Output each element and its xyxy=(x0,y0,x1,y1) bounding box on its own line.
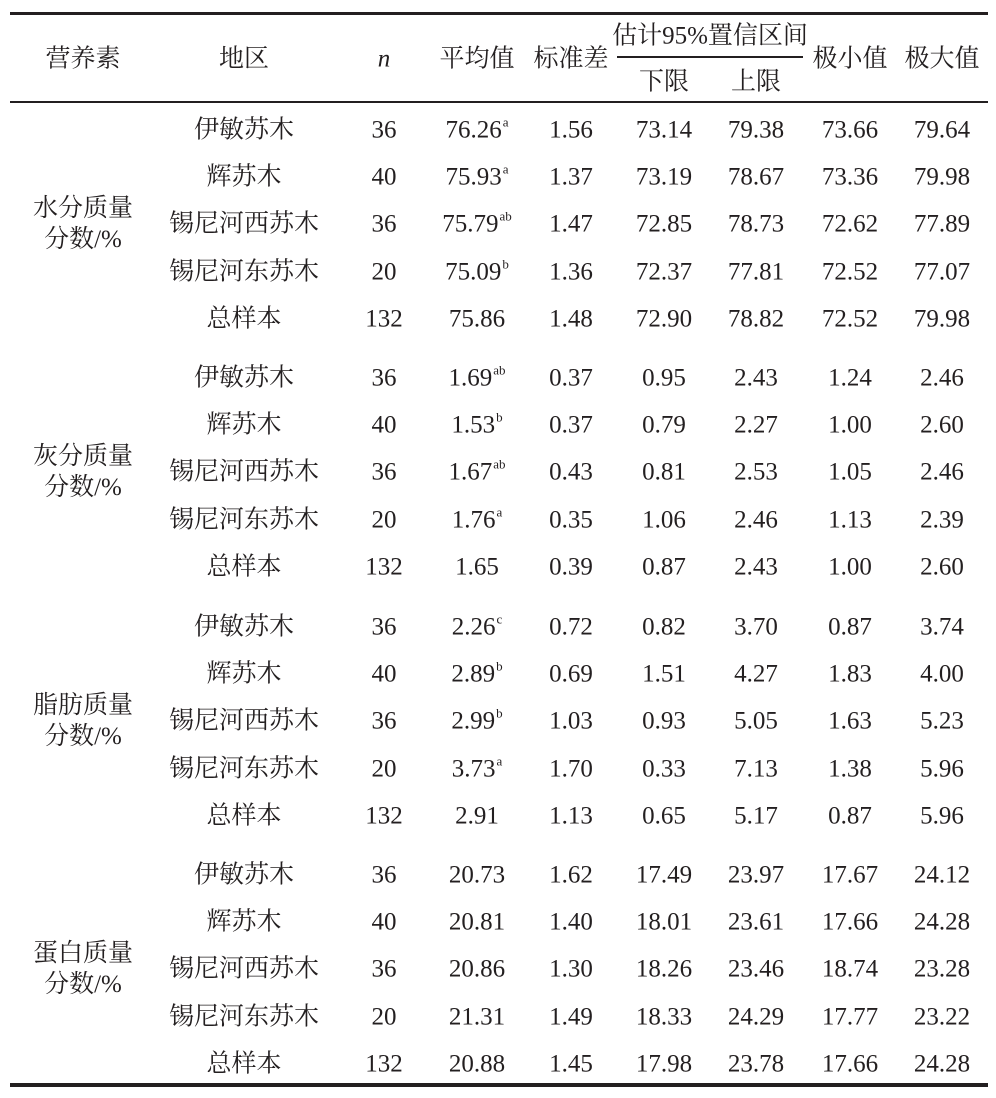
cell-upper: 7.13 xyxy=(734,755,778,783)
cell-lower: 0.81 xyxy=(642,458,686,486)
cell-lower: 0.93 xyxy=(642,707,686,735)
cell-min: 1.05 xyxy=(828,458,872,486)
cell-region: 辉苏木 xyxy=(206,411,282,439)
cell-min: 1.63 xyxy=(828,707,872,735)
cell-sd: 0.69 xyxy=(549,660,593,688)
cell-n: 36 xyxy=(371,707,397,735)
cell-sd: 1.47 xyxy=(549,210,593,238)
nutrient-label-line2: 分数/% xyxy=(44,971,122,999)
cell-mean xyxy=(449,863,505,888)
cell-lower: 0.95 xyxy=(642,364,686,392)
cell-lower: 0.65 xyxy=(642,802,686,830)
mean-value: 20.81 xyxy=(448,908,506,936)
cell-max: 77.89 xyxy=(913,210,971,238)
mean-value: 75.93 xyxy=(445,163,502,191)
cell-sd: 1.37 xyxy=(549,163,593,191)
cell-region: 总样本 xyxy=(206,802,282,830)
mean-value: 21.31 xyxy=(448,1003,506,1031)
cell-upper: 2.43 xyxy=(734,553,778,581)
cell-mean xyxy=(449,957,505,982)
cell-sd: 0.37 xyxy=(549,411,593,439)
cell-max: 79.98 xyxy=(913,163,971,191)
cell-mean xyxy=(442,208,512,238)
header-nutrient: 营养素 xyxy=(45,45,121,73)
cell-max: 5.96 xyxy=(920,802,964,830)
mean-value: 1.67 xyxy=(448,458,493,486)
cell-upper: 2.27 xyxy=(734,411,778,439)
mean-value: 1.69 xyxy=(448,364,493,392)
cell-max: 23.22 xyxy=(913,1003,971,1031)
ci-header-rule xyxy=(617,56,803,58)
significance-letter: ab xyxy=(493,362,506,378)
cell-region: 伊敏苏木 xyxy=(193,861,295,889)
cell-n: 36 xyxy=(371,955,397,983)
cell-min: 73.66 xyxy=(821,116,879,144)
cell-sd: 0.72 xyxy=(549,613,593,641)
cell-min: 1.00 xyxy=(828,411,872,439)
cell-min: 1.00 xyxy=(828,553,872,581)
cell-sd: 1.13 xyxy=(549,802,593,830)
cell-mean xyxy=(451,409,503,439)
significance-letter: b xyxy=(496,409,503,425)
nutrient-label-line2: 分数/% xyxy=(44,723,122,751)
mean-value: 75.09 xyxy=(445,258,502,286)
cell-lower: 0.82 xyxy=(642,613,686,641)
header-max: 极大值 xyxy=(904,45,980,73)
cell-min: 72.52 xyxy=(821,305,879,333)
mean-value: 2.26 xyxy=(451,613,496,641)
cell-min: 1.83 xyxy=(828,660,872,688)
cell-lower: 18.01 xyxy=(635,908,693,936)
cell-max: 5.96 xyxy=(920,755,964,783)
cell-max: 5.23 xyxy=(920,707,964,735)
cell-min: 0.87 xyxy=(828,613,872,641)
header-sd: 标准差 xyxy=(533,45,609,73)
cell-upper: 5.05 xyxy=(734,707,778,735)
cell-lower: 0.33 xyxy=(642,755,686,783)
cell-sd: 1.36 xyxy=(549,258,593,286)
cell-upper: 23.61 xyxy=(727,908,785,936)
header-rule xyxy=(10,101,988,103)
cell-n: 132 xyxy=(365,802,403,830)
cell-n: 20 xyxy=(371,1003,397,1031)
cell-n: 36 xyxy=(371,613,397,641)
cell-lower: 18.33 xyxy=(635,1003,693,1031)
cell-n: 40 xyxy=(371,163,397,191)
cell-n: 20 xyxy=(371,755,397,783)
cell-max: 4.00 xyxy=(920,660,964,688)
cell-min: 73.36 xyxy=(821,163,879,191)
mean-value: 75.86 xyxy=(448,305,506,333)
cell-region: 锡尼河西苏木 xyxy=(168,955,320,983)
cell-mean xyxy=(451,658,503,688)
cell-min: 0.87 xyxy=(828,802,872,830)
significance-letter: a xyxy=(496,504,503,520)
cell-region: 锡尼河东苏木 xyxy=(168,506,320,534)
nutrient-label xyxy=(33,193,133,255)
cell-upper: 79.38 xyxy=(727,116,785,144)
cell-upper: 23.46 xyxy=(727,955,785,983)
cell-upper: 5.17 xyxy=(734,802,778,830)
cell-lower: 17.98 xyxy=(635,1050,693,1078)
nutrient-label-line2: 分数/% xyxy=(44,226,122,254)
cell-upper: 23.78 xyxy=(727,1050,785,1078)
cell-mean xyxy=(448,362,506,392)
cell-n: 40 xyxy=(371,908,397,936)
mean-value: 75.79 xyxy=(442,210,499,238)
cell-mean xyxy=(451,611,503,641)
cell-region: 总样本 xyxy=(206,553,282,581)
nutrient-label-line1: 蛋白质量 xyxy=(32,940,134,968)
cell-min: 72.62 xyxy=(821,210,879,238)
cell-sd: 1.48 xyxy=(549,305,593,333)
cell-upper: 77.81 xyxy=(727,258,785,286)
cell-sd: 1.30 xyxy=(549,955,593,983)
mean-value: 2.91 xyxy=(455,802,499,830)
cell-sd: 0.43 xyxy=(549,458,593,486)
cell-upper: 78.73 xyxy=(727,210,785,238)
cell-min: 1.13 xyxy=(828,506,872,534)
cell-mean xyxy=(449,1004,505,1029)
top-rule xyxy=(10,12,988,15)
significance-letter: b xyxy=(496,705,503,721)
cell-n: 40 xyxy=(371,411,397,439)
mean-value: 76.26 xyxy=(445,116,502,144)
cell-mean xyxy=(445,161,509,191)
cell-upper: 23.97 xyxy=(727,861,785,889)
cell-max: 79.64 xyxy=(913,116,971,144)
cell-sd: 1.56 xyxy=(549,116,593,144)
nutrient-label-line1: 脂肪质量 xyxy=(32,692,134,720)
cell-min: 72.52 xyxy=(821,258,879,286)
significance-letter: ab xyxy=(499,208,512,224)
significance-letter: c xyxy=(496,611,503,627)
cell-n: 132 xyxy=(365,305,403,333)
cell-max: 24.12 xyxy=(913,861,971,889)
cell-n: 36 xyxy=(371,116,397,144)
cell-n: 20 xyxy=(371,506,397,534)
cell-region: 锡尼河东苏木 xyxy=(168,1003,320,1031)
cell-max: 2.46 xyxy=(920,458,964,486)
cell-min: 17.77 xyxy=(821,1003,879,1031)
header-n: n xyxy=(377,45,391,73)
cell-max: 2.46 xyxy=(920,364,964,392)
cell-n: 36 xyxy=(371,364,397,392)
bottom-rule xyxy=(10,1083,988,1087)
cell-region: 伊敏苏木 xyxy=(193,116,295,144)
cell-mean xyxy=(448,456,506,486)
cell-region: 锡尼河东苏木 xyxy=(168,258,320,286)
cell-min: 17.66 xyxy=(821,1050,879,1078)
cell-region: 锡尼河西苏木 xyxy=(168,458,320,486)
mean-value: 2.99 xyxy=(451,707,496,735)
cell-mean xyxy=(455,554,499,579)
cell-sd: 1.03 xyxy=(549,707,593,735)
cell-mean xyxy=(451,753,503,783)
cell-max: 77.07 xyxy=(913,258,971,286)
cell-region: 辉苏木 xyxy=(206,908,282,936)
mean-value: 1.65 xyxy=(455,553,499,581)
cell-upper: 3.70 xyxy=(734,613,778,641)
cell-sd: 0.35 xyxy=(549,506,593,534)
significance-letter: a xyxy=(496,753,503,769)
cell-sd: 1.49 xyxy=(549,1003,593,1031)
cell-upper: 2.46 xyxy=(734,506,778,534)
cell-lower: 72.37 xyxy=(635,258,693,286)
cell-region: 伊敏苏木 xyxy=(193,364,295,392)
cell-upper: 24.29 xyxy=(727,1003,785,1031)
cell-lower: 0.87 xyxy=(642,553,686,581)
header-ci-upper: 上限 xyxy=(730,68,782,96)
nutrient-label-line1: 灰分质量 xyxy=(32,443,134,471)
header-mean: 平均值 xyxy=(439,45,515,73)
mean-value: 20.73 xyxy=(448,861,506,889)
cell-sd: 0.39 xyxy=(549,553,593,581)
cell-mean xyxy=(455,803,499,828)
cell-mean xyxy=(449,1051,505,1076)
cell-n: 132 xyxy=(365,1050,403,1078)
nutrient-label xyxy=(33,938,133,1000)
cell-region: 锡尼河东苏木 xyxy=(168,755,320,783)
cell-mean xyxy=(449,306,505,331)
cell-mean xyxy=(451,705,503,735)
significance-letter: a xyxy=(502,114,509,130)
cell-sd: 0.37 xyxy=(549,364,593,392)
mean-value: 1.53 xyxy=(451,411,496,439)
significance-letter: b xyxy=(496,658,503,674)
nutrient-label xyxy=(33,690,133,752)
cell-lower: 0.79 xyxy=(642,411,686,439)
cell-lower: 73.14 xyxy=(635,116,693,144)
cell-max: 2.60 xyxy=(920,553,964,581)
cell-min: 1.38 xyxy=(828,755,872,783)
cell-region: 总样本 xyxy=(206,305,282,333)
header-ci-lower: 下限 xyxy=(638,68,690,96)
cell-region: 辉苏木 xyxy=(206,660,282,688)
cell-lower: 73.19 xyxy=(635,163,693,191)
header-region: 地区 xyxy=(218,45,270,73)
cell-mean xyxy=(445,256,509,286)
cell-sd: 1.70 xyxy=(549,755,593,783)
cell-max: 2.60 xyxy=(920,411,964,439)
cell-region: 锡尼河西苏木 xyxy=(168,707,320,735)
cell-lower: 72.90 xyxy=(635,305,693,333)
cell-sd: 1.45 xyxy=(549,1050,593,1078)
cell-upper: 2.53 xyxy=(734,458,778,486)
cell-region: 锡尼河西苏木 xyxy=(168,210,320,238)
cell-max: 2.39 xyxy=(920,506,964,534)
cell-max: 79.98 xyxy=(913,305,971,333)
cell-mean xyxy=(449,910,505,935)
nutrient-label xyxy=(33,441,133,503)
nutrient-label-line1: 水分质量 xyxy=(32,195,134,223)
header-ci: 估计95%置信区间 xyxy=(612,22,808,50)
cell-region: 伊敏苏木 xyxy=(193,613,295,641)
cell-max: 3.74 xyxy=(920,613,964,641)
cell-n: 36 xyxy=(371,458,397,486)
cell-n: 20 xyxy=(371,258,397,286)
cell-min: 17.66 xyxy=(821,908,879,936)
nutrient-label-line2: 分数/% xyxy=(44,474,122,502)
cell-lower: 17.49 xyxy=(635,861,693,889)
significance-letter: a xyxy=(502,161,509,177)
significance-letter: b xyxy=(502,256,509,272)
cell-min: 1.24 xyxy=(828,364,872,392)
cell-lower: 1.51 xyxy=(642,660,686,688)
significance-letter: ab xyxy=(493,456,506,472)
mean-value: 20.86 xyxy=(448,955,506,983)
mean-value: 1.76 xyxy=(451,506,496,534)
cell-n: 36 xyxy=(371,210,397,238)
cell-sd: 1.62 xyxy=(549,861,593,889)
cell-max: 23.28 xyxy=(913,955,971,983)
cell-n: 40 xyxy=(371,660,397,688)
mean-value: 20.88 xyxy=(448,1050,506,1078)
cell-max: 24.28 xyxy=(913,1050,971,1078)
mean-value: 3.73 xyxy=(451,755,496,783)
cell-mean xyxy=(451,504,503,534)
cell-min: 17.67 xyxy=(821,861,879,889)
cell-lower: 72.85 xyxy=(635,210,693,238)
cell-max: 24.28 xyxy=(913,908,971,936)
cell-lower: 18.26 xyxy=(635,955,693,983)
mean-value: 2.89 xyxy=(451,660,496,688)
cell-region: 辉苏木 xyxy=(206,163,282,191)
cell-n: 36 xyxy=(371,861,397,889)
cell-n: 132 xyxy=(365,553,403,581)
cell-region: 总样本 xyxy=(206,1050,282,1078)
cell-sd: 1.40 xyxy=(549,908,593,936)
cell-mean xyxy=(445,114,509,144)
cell-upper: 2.43 xyxy=(734,364,778,392)
cell-upper: 4.27 xyxy=(734,660,778,688)
cell-lower: 1.06 xyxy=(642,506,686,534)
cell-upper: 78.67 xyxy=(727,163,785,191)
cell-min: 18.74 xyxy=(821,955,879,983)
cell-upper: 78.82 xyxy=(727,305,785,333)
header-min: 极小值 xyxy=(812,45,888,73)
